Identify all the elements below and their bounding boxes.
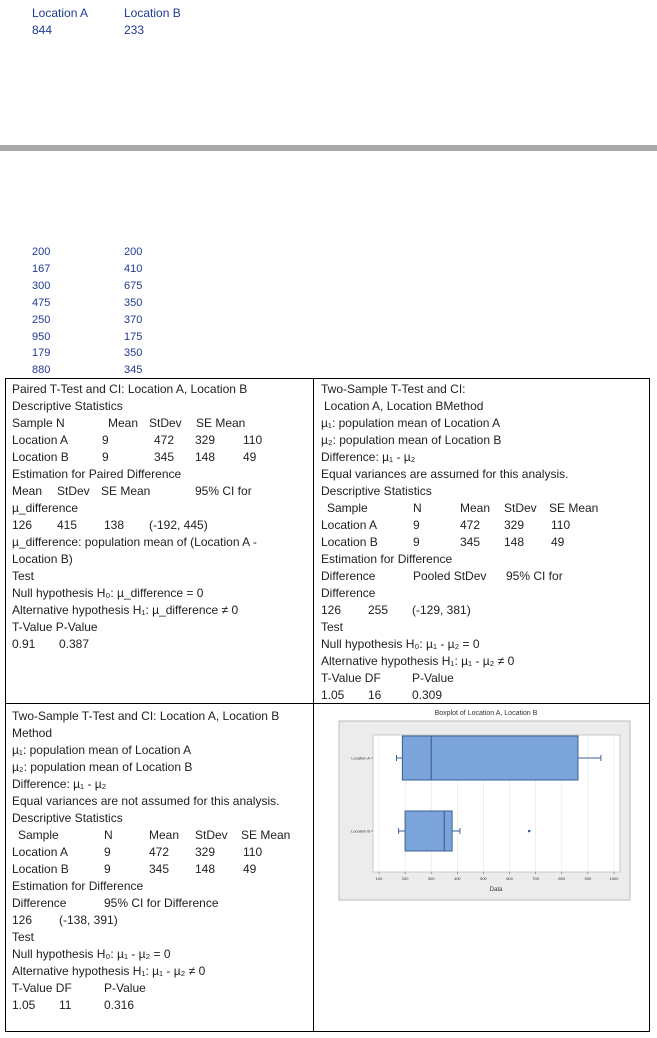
x-axis-label: Data — [489, 887, 503, 893]
x-tick-label: 1000 — [609, 876, 619, 881]
mu-diff-definition: µ_difference: population mean of (Location A - — [12, 535, 257, 549]
row-semean: 49 — [243, 862, 257, 876]
pooled-title: Two-Sample T-Test and CI: — [321, 382, 466, 396]
row-semean: 110 — [551, 518, 571, 532]
paired-title: Paired T-Test and CI: Location A, Location B — [12, 382, 248, 396]
est-col-semean: SE Mean — [101, 484, 151, 498]
mu-diff-definition-cont: Location B) — [12, 552, 73, 566]
col-stdev: StDev — [195, 828, 228, 842]
est-pooled-stdev-value: 255 — [368, 603, 389, 617]
outlier-point — [528, 830, 531, 833]
list-item: 300 — [32, 279, 51, 292]
est-stdev-value: 415 — [57, 518, 78, 532]
mu2-definition: µ₂: population mean of Location B — [12, 760, 193, 774]
estimation-heading: Estimation for Paired Difference — [12, 467, 182, 481]
list-item: 350 — [124, 347, 143, 360]
row-semean: 110 — [243, 845, 263, 859]
row-name: Location A — [321, 518, 378, 532]
t-value: 0.91 — [12, 637, 36, 651]
est-semean-value: 138 — [104, 518, 125, 532]
pooled-ttest-cell — [314, 379, 649, 704]
est-difference-value: 126 — [12, 913, 33, 927]
variance-assumption: Equal variances are assumed for this analysis. — [321, 467, 569, 481]
list-item: 675 — [124, 279, 143, 292]
est-col-ci: 95% CI for — [506, 569, 563, 583]
list-item: 200 — [32, 246, 51, 258]
df-value: 16 — [368, 688, 382, 702]
row-name: Location B — [321, 535, 378, 549]
box — [405, 811, 452, 851]
row-name: Location A — [12, 845, 69, 859]
section-divider — [0, 145, 657, 151]
row-mean: 472 — [154, 433, 175, 447]
col-mean: Mean — [460, 501, 491, 515]
test-heading: Test — [321, 620, 344, 634]
row-name: Location A — [12, 433, 69, 447]
row-n: 9 — [102, 433, 109, 447]
mu2-definition: µ₂: population mean of Location B — [321, 433, 502, 447]
list-item: 250 — [32, 313, 51, 326]
list-item: 200 — [124, 246, 143, 258]
col-mean: Mean — [108, 416, 139, 430]
row-mean: 345 — [154, 450, 175, 464]
welch-title: Two-Sample T-Test and CI: Location A, Location B — [12, 709, 280, 723]
row-stdev: 329 — [504, 518, 525, 532]
est-col-difference: Difference — [12, 896, 67, 910]
col-stdev: StDev — [504, 501, 537, 515]
mu1-definition: µ₁: population mean of Location A — [12, 743, 192, 757]
row-n: 9 — [104, 845, 111, 859]
t-value: 1.05 — [321, 688, 345, 702]
p-value: 0.316 — [104, 998, 135, 1012]
test-heading: Test — [12, 569, 35, 583]
x-tick-label: 800 — [558, 876, 566, 881]
p-value: 0.387 — [59, 637, 90, 651]
estimation-heading: Estimation for Difference — [12, 879, 144, 893]
row-n: 9 — [102, 450, 109, 464]
est-col-difference: Difference — [321, 569, 376, 583]
list-item: 350 — [124, 296, 143, 309]
list-item: 167 — [32, 262, 51, 275]
list-item: 175 — [124, 330, 143, 343]
x-tick-label: 600 — [506, 876, 513, 881]
test-col-tvalue-df: T-Value DF — [321, 671, 381, 685]
x-tick-label: 900 — [584, 876, 592, 881]
test-col-tvalue-df: T-Value DF — [12, 981, 72, 995]
est-ci-value: (-138, 391) — [59, 913, 118, 927]
p-value: 0.309 — [412, 688, 443, 702]
difference-definition: Difference: µ₁ - µ₂ — [321, 450, 416, 464]
null-hypothesis: Null hypothesis H₀: µ₁ - µ₂ = 0 — [12, 947, 171, 961]
x-tick-label: 300 — [427, 876, 435, 881]
series-label: Location A — [351, 755, 370, 761]
est-col-stdev: StDev — [57, 484, 90, 498]
x-tick-label: 700 — [532, 876, 540, 881]
est-col-difference-cont: Difference — [321, 586, 376, 600]
col-se-mean: SE Mean — [196, 416, 246, 430]
col-n: N — [413, 501, 422, 515]
row-semean: 49 — [551, 535, 565, 549]
col-sample-n: Sample N — [12, 416, 65, 430]
test-col-pvalue: P-Value — [412, 671, 454, 685]
est-ci-value: (-192, 445) — [149, 518, 208, 532]
col-sample: Sample — [18, 828, 59, 842]
list-item: 475 — [32, 296, 51, 309]
difference-definition: Difference: µ₁ - µ₂ — [12, 777, 107, 791]
null-hypothesis: Null hypothesis H₀: µ_difference = 0 — [12, 586, 204, 600]
col-se-mean: SE Mean — [549, 501, 599, 515]
list-item: 880 — [32, 364, 51, 377]
row-n: 9 — [413, 535, 420, 549]
test-col-pvalue: P-Value — [104, 981, 146, 995]
list-item: 345 — [124, 364, 143, 377]
box — [402, 736, 578, 780]
test-col-headers: T-Value P-Value — [12, 620, 98, 634]
value-a-844: 844 — [32, 23, 53, 37]
col-sample: Sample — [327, 501, 368, 515]
col-se-mean: SE Mean — [241, 828, 291, 842]
col-n: N — [104, 828, 113, 842]
row-mean: 472 — [149, 845, 170, 859]
null-hypothesis: Null hypothesis H₀: µ₁ - µ₂ = 0 — [321, 637, 480, 651]
x-tick-label: 500 — [480, 876, 487, 881]
mu1-definition: µ₁: population mean of Location A — [321, 416, 501, 430]
list-item: 950 — [32, 330, 51, 343]
list-item: 410 — [124, 262, 143, 275]
est-mean-value: 126 — [12, 518, 33, 532]
est-col-ci: 95% CI for — [195, 484, 252, 498]
row-stdev: 148 — [195, 450, 216, 464]
paired-ttest-cell — [6, 379, 314, 704]
desc-heading: Descriptive Statistics — [321, 484, 432, 498]
series-label: Location B — [351, 828, 370, 834]
paired-desc-heading: Descriptive Statistics — [12, 399, 123, 413]
list-location-a — [32, 244, 50, 379]
list-item: 179 — [32, 347, 51, 360]
row-mean: 345 — [149, 862, 170, 876]
row-semean: 49 — [243, 450, 257, 464]
col-stdev: StDev — [149, 416, 182, 430]
est-ci-value: (-129, 381) — [412, 603, 471, 617]
results-table — [5, 378, 650, 1032]
estimation-heading: Estimation for Difference — [321, 552, 453, 566]
list-item: 370 — [124, 313, 143, 326]
t-value: 1.05 — [12, 998, 36, 1012]
alt-hypothesis: Alternative hypothesis H₁: µ₁ - µ₂ ≠ 0 — [12, 964, 206, 978]
boxplot-chart — [336, 706, 636, 906]
est-col-mean: Mean — [12, 484, 43, 498]
row-n: 9 — [104, 862, 111, 876]
list-location-b — [124, 244, 142, 379]
est-col-pooled-stdev: Pooled StDev — [413, 569, 487, 583]
x-tick-label: 400 — [453, 876, 461, 881]
test-heading: Test — [12, 930, 35, 944]
est-col-ci: 95% CI for Difference — [104, 896, 219, 910]
row-mean: 345 — [460, 535, 481, 549]
col-mean: Mean — [149, 828, 180, 842]
variance-assumption: Equal variances are not assumed for this analysis. — [12, 794, 280, 808]
row-n: 9 — [413, 518, 420, 532]
row-stdev: 148 — [504, 535, 525, 549]
desc-heading: Descriptive Statistics — [12, 811, 123, 825]
header-location-b: Location B — [124, 6, 181, 20]
header-location-a: Location A — [32, 6, 89, 20]
row-name: Location B — [12, 862, 69, 876]
value-b-233: 233 — [124, 23, 145, 37]
row-stdev: 329 — [195, 433, 216, 447]
welch-ttest-cell — [6, 704, 314, 1031]
est-difference-value: 126 — [321, 603, 342, 617]
est-col-mu-diff: µ_difference — [12, 501, 79, 515]
alt-hypothesis: Alternative hypothesis H₁: µ₁ - µ₂ ≠ 0 — [321, 654, 515, 668]
boxplot-cell — [314, 704, 649, 1031]
chart-title: Boxplot of Location A, Location B — [434, 710, 538, 717]
row-stdev: 329 — [195, 845, 216, 859]
row-mean: 472 — [460, 518, 481, 532]
x-tick-label: 100 — [375, 876, 383, 881]
pooled-title-cont: Location A, Location BMethod — [324, 399, 484, 413]
row-name: Location B — [12, 450, 69, 464]
row-stdev: 148 — [195, 862, 216, 876]
method-heading: Method — [12, 726, 53, 740]
row-semean: 110 — [243, 433, 263, 447]
alt-hypothesis: Alternative hypothesis H₁: µ_difference ≠ 0 — [12, 603, 239, 617]
df-value: 11 — [59, 998, 72, 1012]
x-tick-label: 200 — [401, 876, 409, 881]
